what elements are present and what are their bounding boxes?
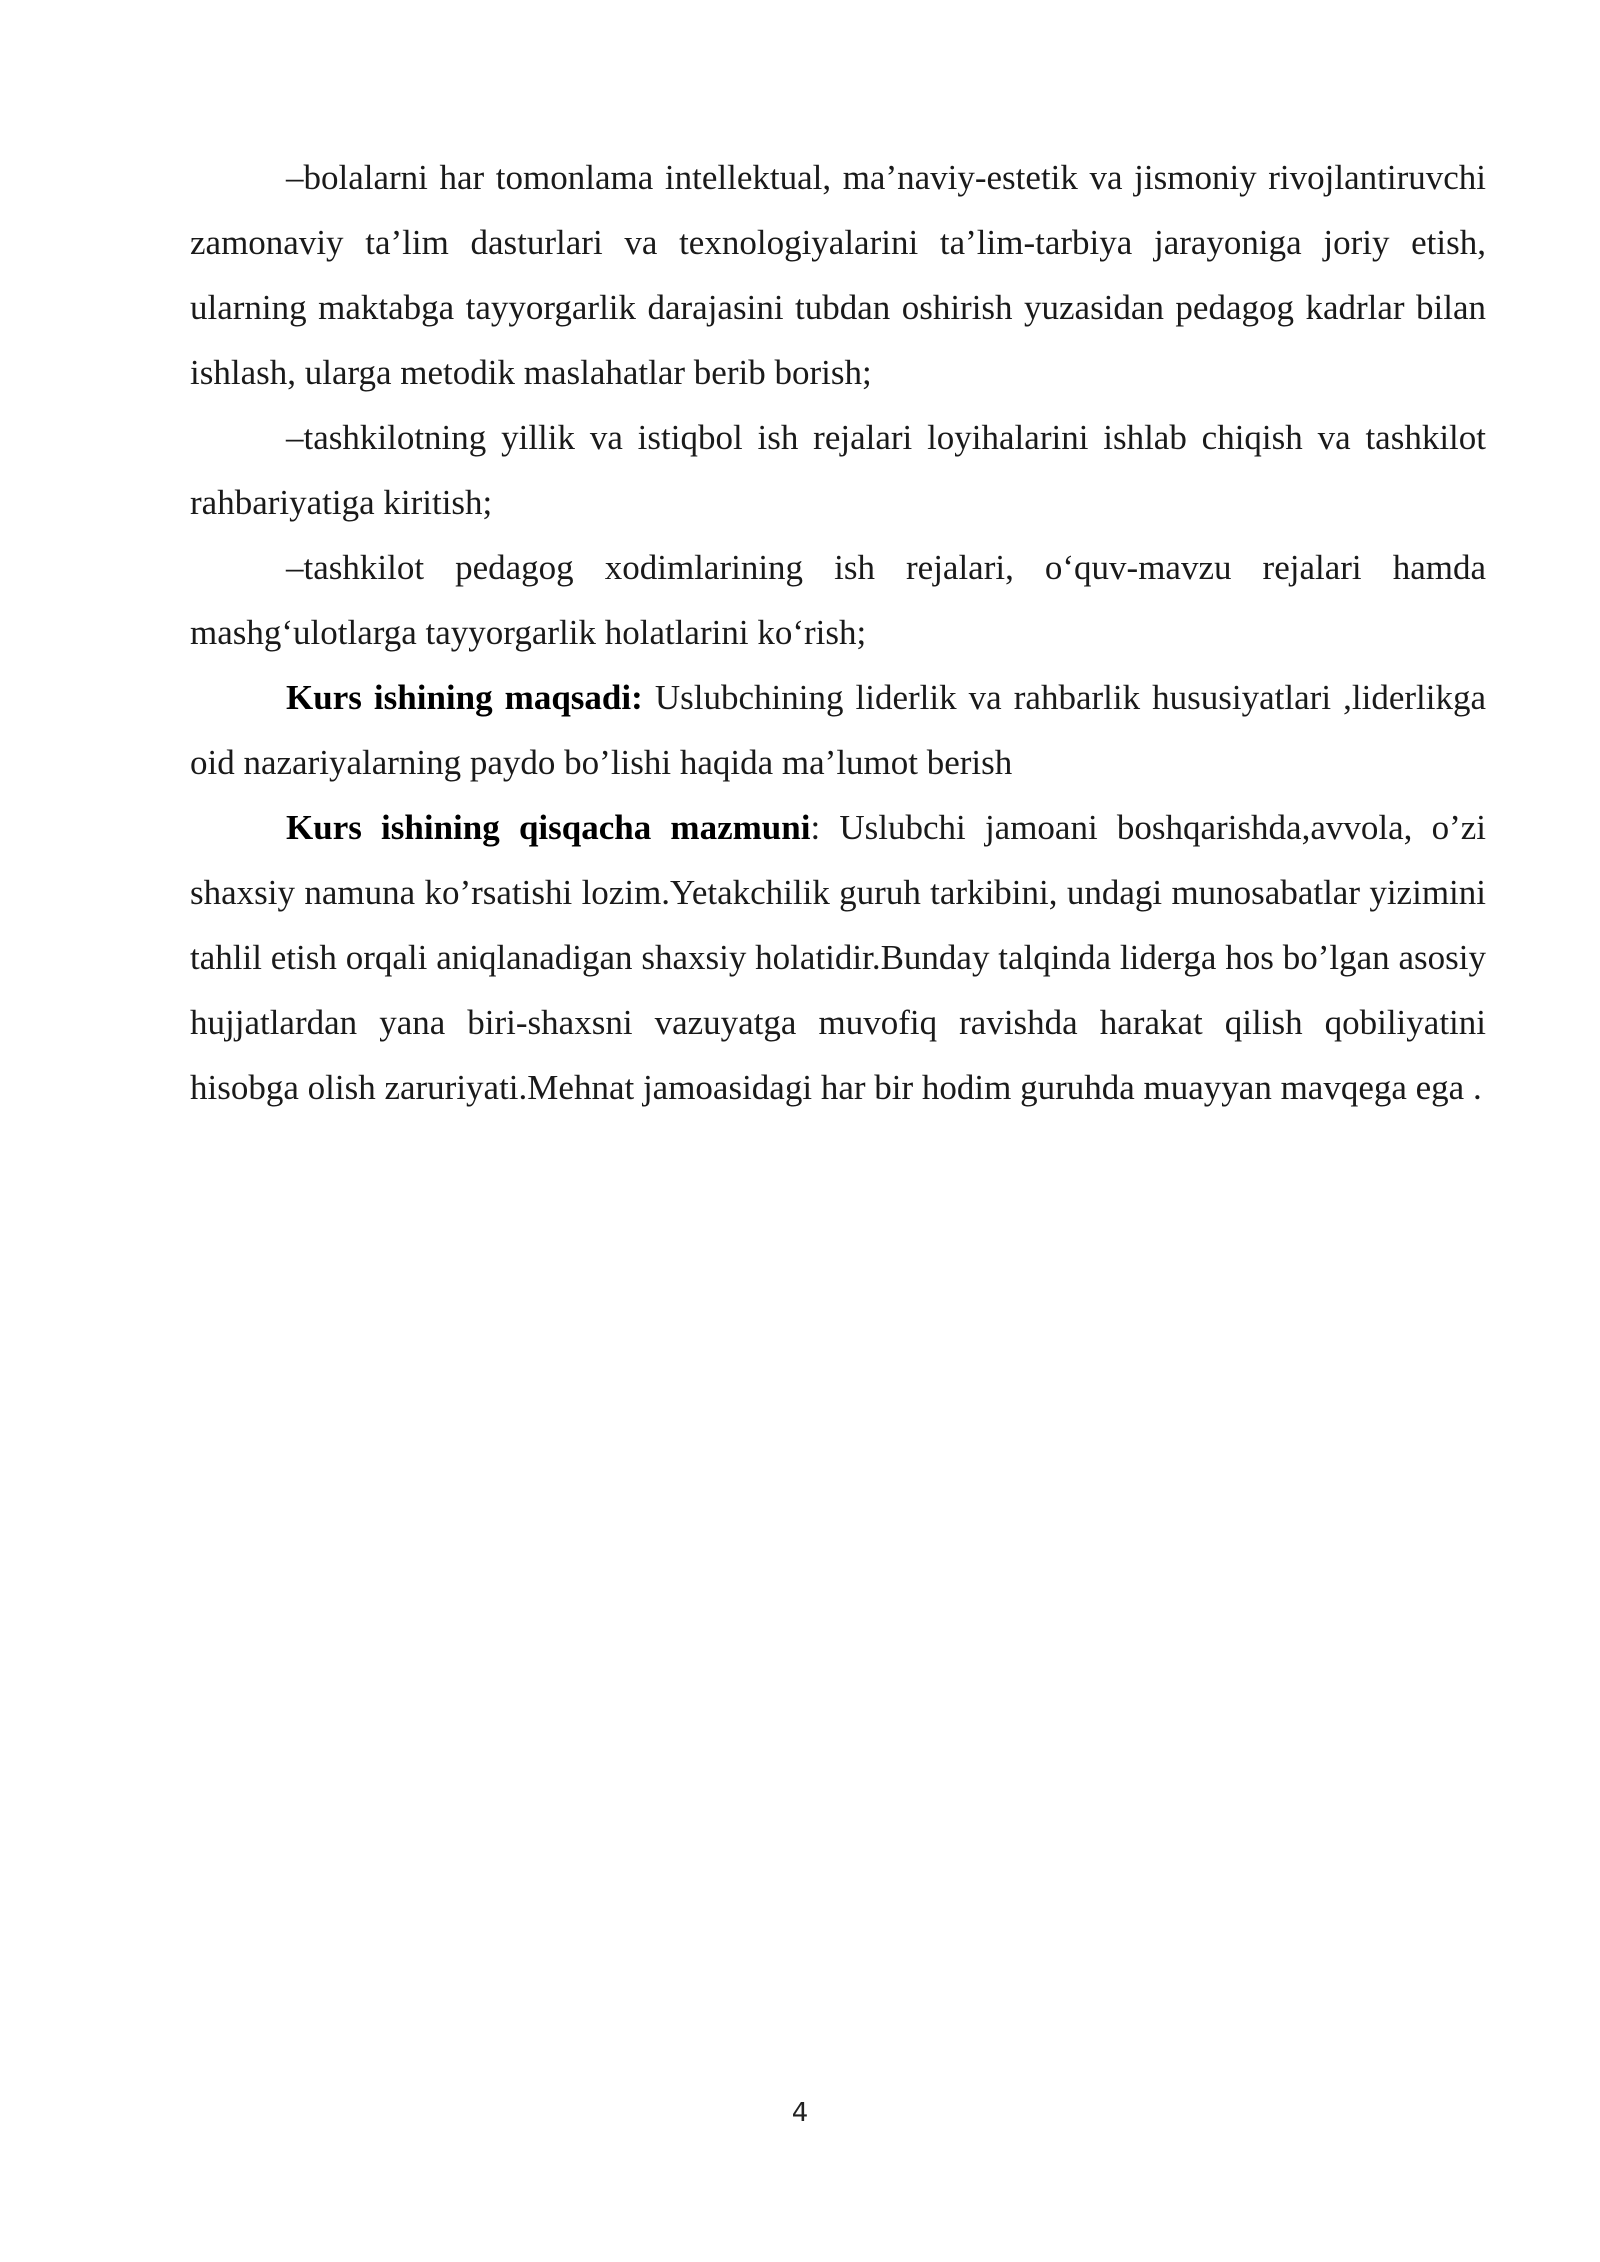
paragraph-text: –bolalarni har tomonlama intellektual, ma’naviy-estetik va jismoniy rivojlantiruvchi zamonaviy ta’lim dasturlari va texnologiyalarini ta’lim-tarbiya jarayoniga joriy etish, ularning maktabga tayyorgarlik darajasini tubdan oshirish yuzasidan pedagog kadrlar bilan ishlash, ularga metodik maslahatlar berib borish; [190,158,1486,392]
paragraph-mazmuni [190,795,1486,1120]
paragraph-label: Kurs ishining qisqacha mazmuni [286,808,811,847]
page-body [190,145,1486,1120]
paragraph-label: Kurs ishining maqsadi: [286,678,643,717]
page-number: 4 [791,2098,809,2128]
paragraph-text: –tashkilotning yillik va istiqbol ish rejalari loyihalarini ishlab chiqish va tashkilot rahbariyatiga kiritish; [190,418,1486,522]
paragraph-text: Uslubchining liderlik va rahbarlik hususiyatlari ,liderlikga oid nazariyalarning paydo bo’lishi haqida ma’lumot berish [190,678,1486,782]
paragraph-tashkilotning [190,405,1486,535]
paragraph-bolalarni [190,145,1486,405]
paragraph-tashkilot-pedagog [190,535,1486,665]
paragraph-text: –tashkilot pedagog xodimlarining ish rejalari, o‘quv-mavzu rejalari hamda mashg‘ulotlarga tayyorgarlik holatlarini ko‘rish; [190,548,1486,652]
paragraph-text: : Uslubchi jamoani boshqarishda,avvola, o’zi shaxsiy namuna ko’rsatishi lozim.Yetakchilik guruh tarkibini, undagi munosabatlar yizimini tahlil etish orqali aniqlanadigan shaxsiy holatidir.Bunday talqinda liderga hos bo’lgan asosiy hujjatlardan yana biri-shaxsni vazuyatga muvofiq ravishda harakat qilish qobiliyatini hisobga olish zaruriyati.Mehnat jamoasidagi har bir hodim guruhda muayyan mavqega ega . [190,808,1487,1107]
paragraph-maqsadi [190,665,1486,795]
